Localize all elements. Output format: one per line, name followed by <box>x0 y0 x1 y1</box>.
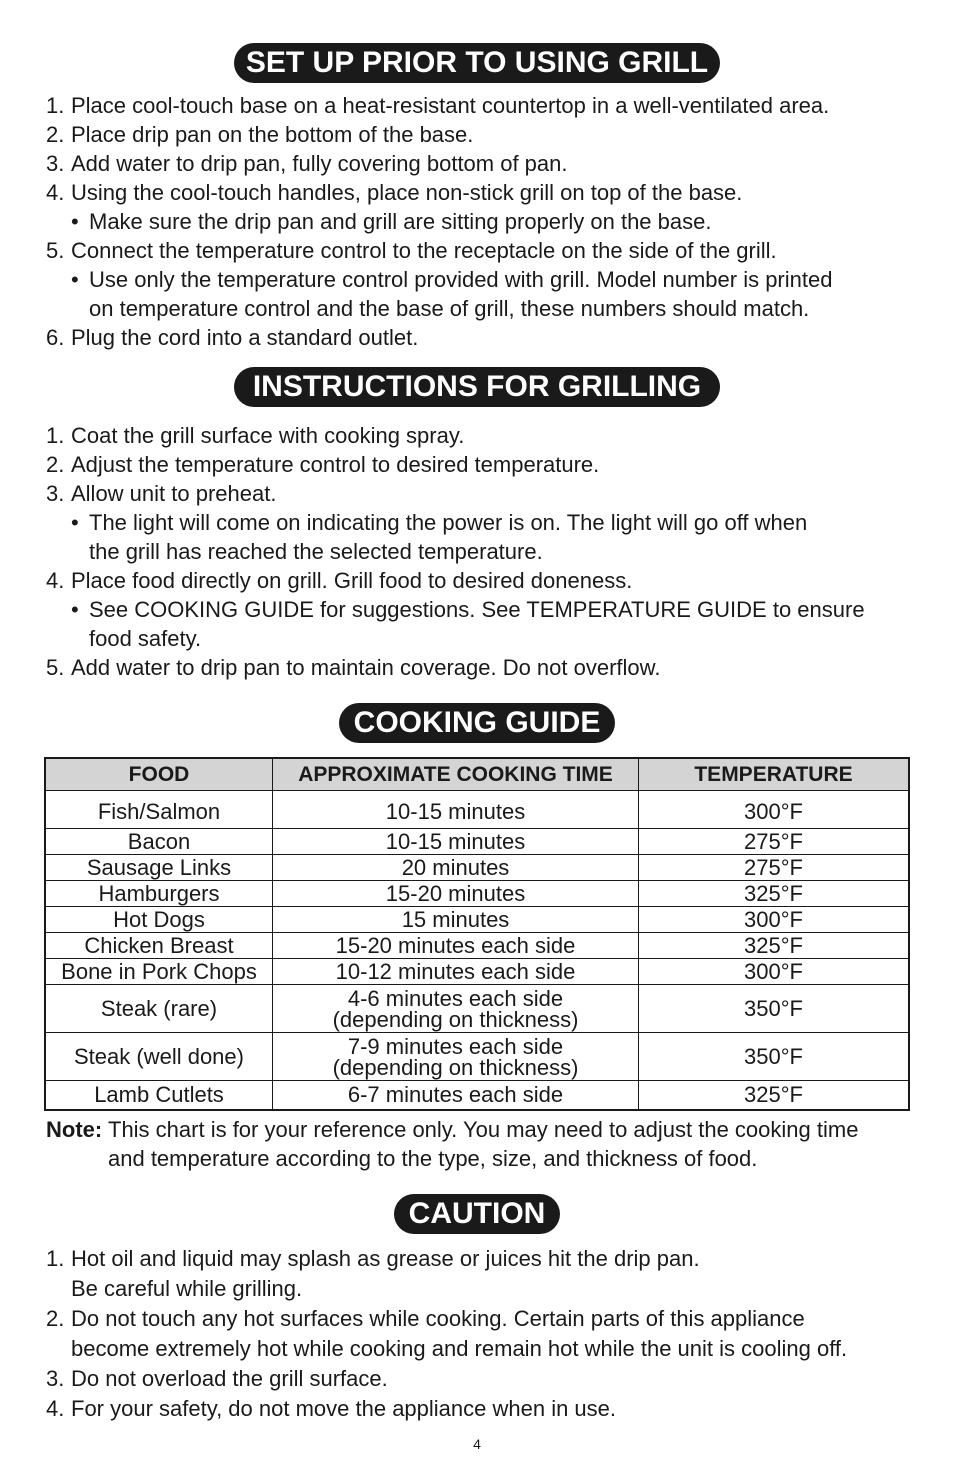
note-label: Note: <box>46 1117 103 1142</box>
table-row: Bone in Pork Chops 10-12 minutes each side 300°F <box>45 959 909 985</box>
list-item: 2. Adjust the temperature control to desired temperature. <box>46 452 600 477</box>
column-header-food: FOOD <box>45 758 273 791</box>
grilling-steps-list <box>46 421 916 682</box>
table-row: Hot Dogs 15 minutes 300°F <box>45 907 909 933</box>
list-subitem: • Use only the temperature control provided with grill. Model number is printed <box>71 267 833 292</box>
list-item: 5. Connect the temperature control to the receptacle on the side of the grill. <box>46 238 777 263</box>
note-text-line-1: This chart is for your reference only. You may need to adjust the cooking time <box>108 1117 859 1142</box>
list-item: 1. Hot oil and liquid may splash as grease or juices hit the drip pan. <box>46 1246 700 1271</box>
cooking-guide-table <box>44 757 910 1111</box>
list-subitem-continued: on temperature control and the base of grill, these numbers should match. <box>89 296 810 321</box>
table-row: Lamb Cutlets 6-7 minutes each side 325°F <box>45 1081 909 1111</box>
list-subitem: • Make sure the drip pan and grill are sitting properly on the base. <box>71 209 712 234</box>
table-row: Hamburgers 15-20 minutes 325°F <box>45 881 909 907</box>
list-subitem: • See COOKING GUIDE for suggestions. See TEMPERATURE GUIDE to ensure <box>71 597 865 622</box>
list-item: 3. Do not overload the grill surface. <box>46 1366 388 1391</box>
grilling-section-title: INSTRUCTIONS FOR GRILLING <box>234 367 720 407</box>
setup-section-title: SET UP PRIOR TO USING GRILL <box>234 43 720 83</box>
caution-section-title: CAUTION <box>394 1194 560 1234</box>
list-item: 1. Coat the grill surface with cooking spray. <box>46 423 465 448</box>
list-item: 5. Add water to drip pan to maintain coverage. Do not overflow. <box>46 655 661 680</box>
page-number: 4 <box>473 1436 481 1452</box>
list-subitem: • The light will come on indicating the power is on. The light will go off when <box>71 510 808 535</box>
table-row: Sausage Links 20 minutes 275°F <box>45 855 909 881</box>
list-item: 4. Using the cool-touch handles, place non-stick grill on top of the base. <box>46 180 743 205</box>
list-item: 6. Plug the cord into a standard outlet. <box>46 325 419 350</box>
list-item: 1. Place cool-touch base on a heat-resistant countertop in a well-ventilated area. <box>46 93 830 118</box>
list-item: 2. Do not touch any hot surfaces while cooking. Certain parts of this appliance <box>46 1306 805 1331</box>
table-row: Fish/Salmon 10-15 minutes 300°F <box>45 791 909 829</box>
caution-list <box>46 1244 916 1424</box>
list-item-continued: become extremely hot while cooking and remain hot while the unit is cooling off. <box>71 1336 848 1361</box>
table-row: Steak (rare) 4-6 minutes each side (depending on thickness) 350°F <box>45 985 909 1033</box>
column-header-time: APPROXIMATE COOKING TIME <box>273 758 639 791</box>
list-item: 2. Place drip pan on the bottom of the base. <box>46 122 474 147</box>
table-row: Steak (well done) 7-9 minutes each side (depending on thickness) 350°F <box>45 1033 909 1081</box>
note-text-line-2: and temperature according to the type, size, and thickness of food. <box>108 1146 758 1171</box>
list-subitem-continued: food safety. <box>89 626 202 651</box>
list-item: 3. Add water to drip pan, fully covering bottom of pan. <box>46 151 568 176</box>
list-item: 4. Place food directly on grill. Grill food to desired doneness. <box>46 568 633 593</box>
table-header-row <box>45 758 909 791</box>
column-header-temperature: TEMPERATURE <box>639 758 910 791</box>
cooking-guide-title: COOKING GUIDE <box>339 703 615 743</box>
setup-steps-list <box>46 91 916 352</box>
table-row: Bacon 10-15 minutes 275°F <box>45 829 909 855</box>
list-subitem-continued: the grill has reached the selected temperature. <box>89 539 543 564</box>
list-item: 3. Allow unit to preheat. <box>46 481 277 506</box>
list-item: 4. For your safety, do not move the appliance when in use. <box>46 1396 617 1421</box>
table-row: Chicken Breast 15-20 minutes each side 325°F <box>45 933 909 959</box>
list-item-continued: Be careful while grilling. <box>71 1276 303 1301</box>
cooking-guide-note <box>46 1115 859 1173</box>
